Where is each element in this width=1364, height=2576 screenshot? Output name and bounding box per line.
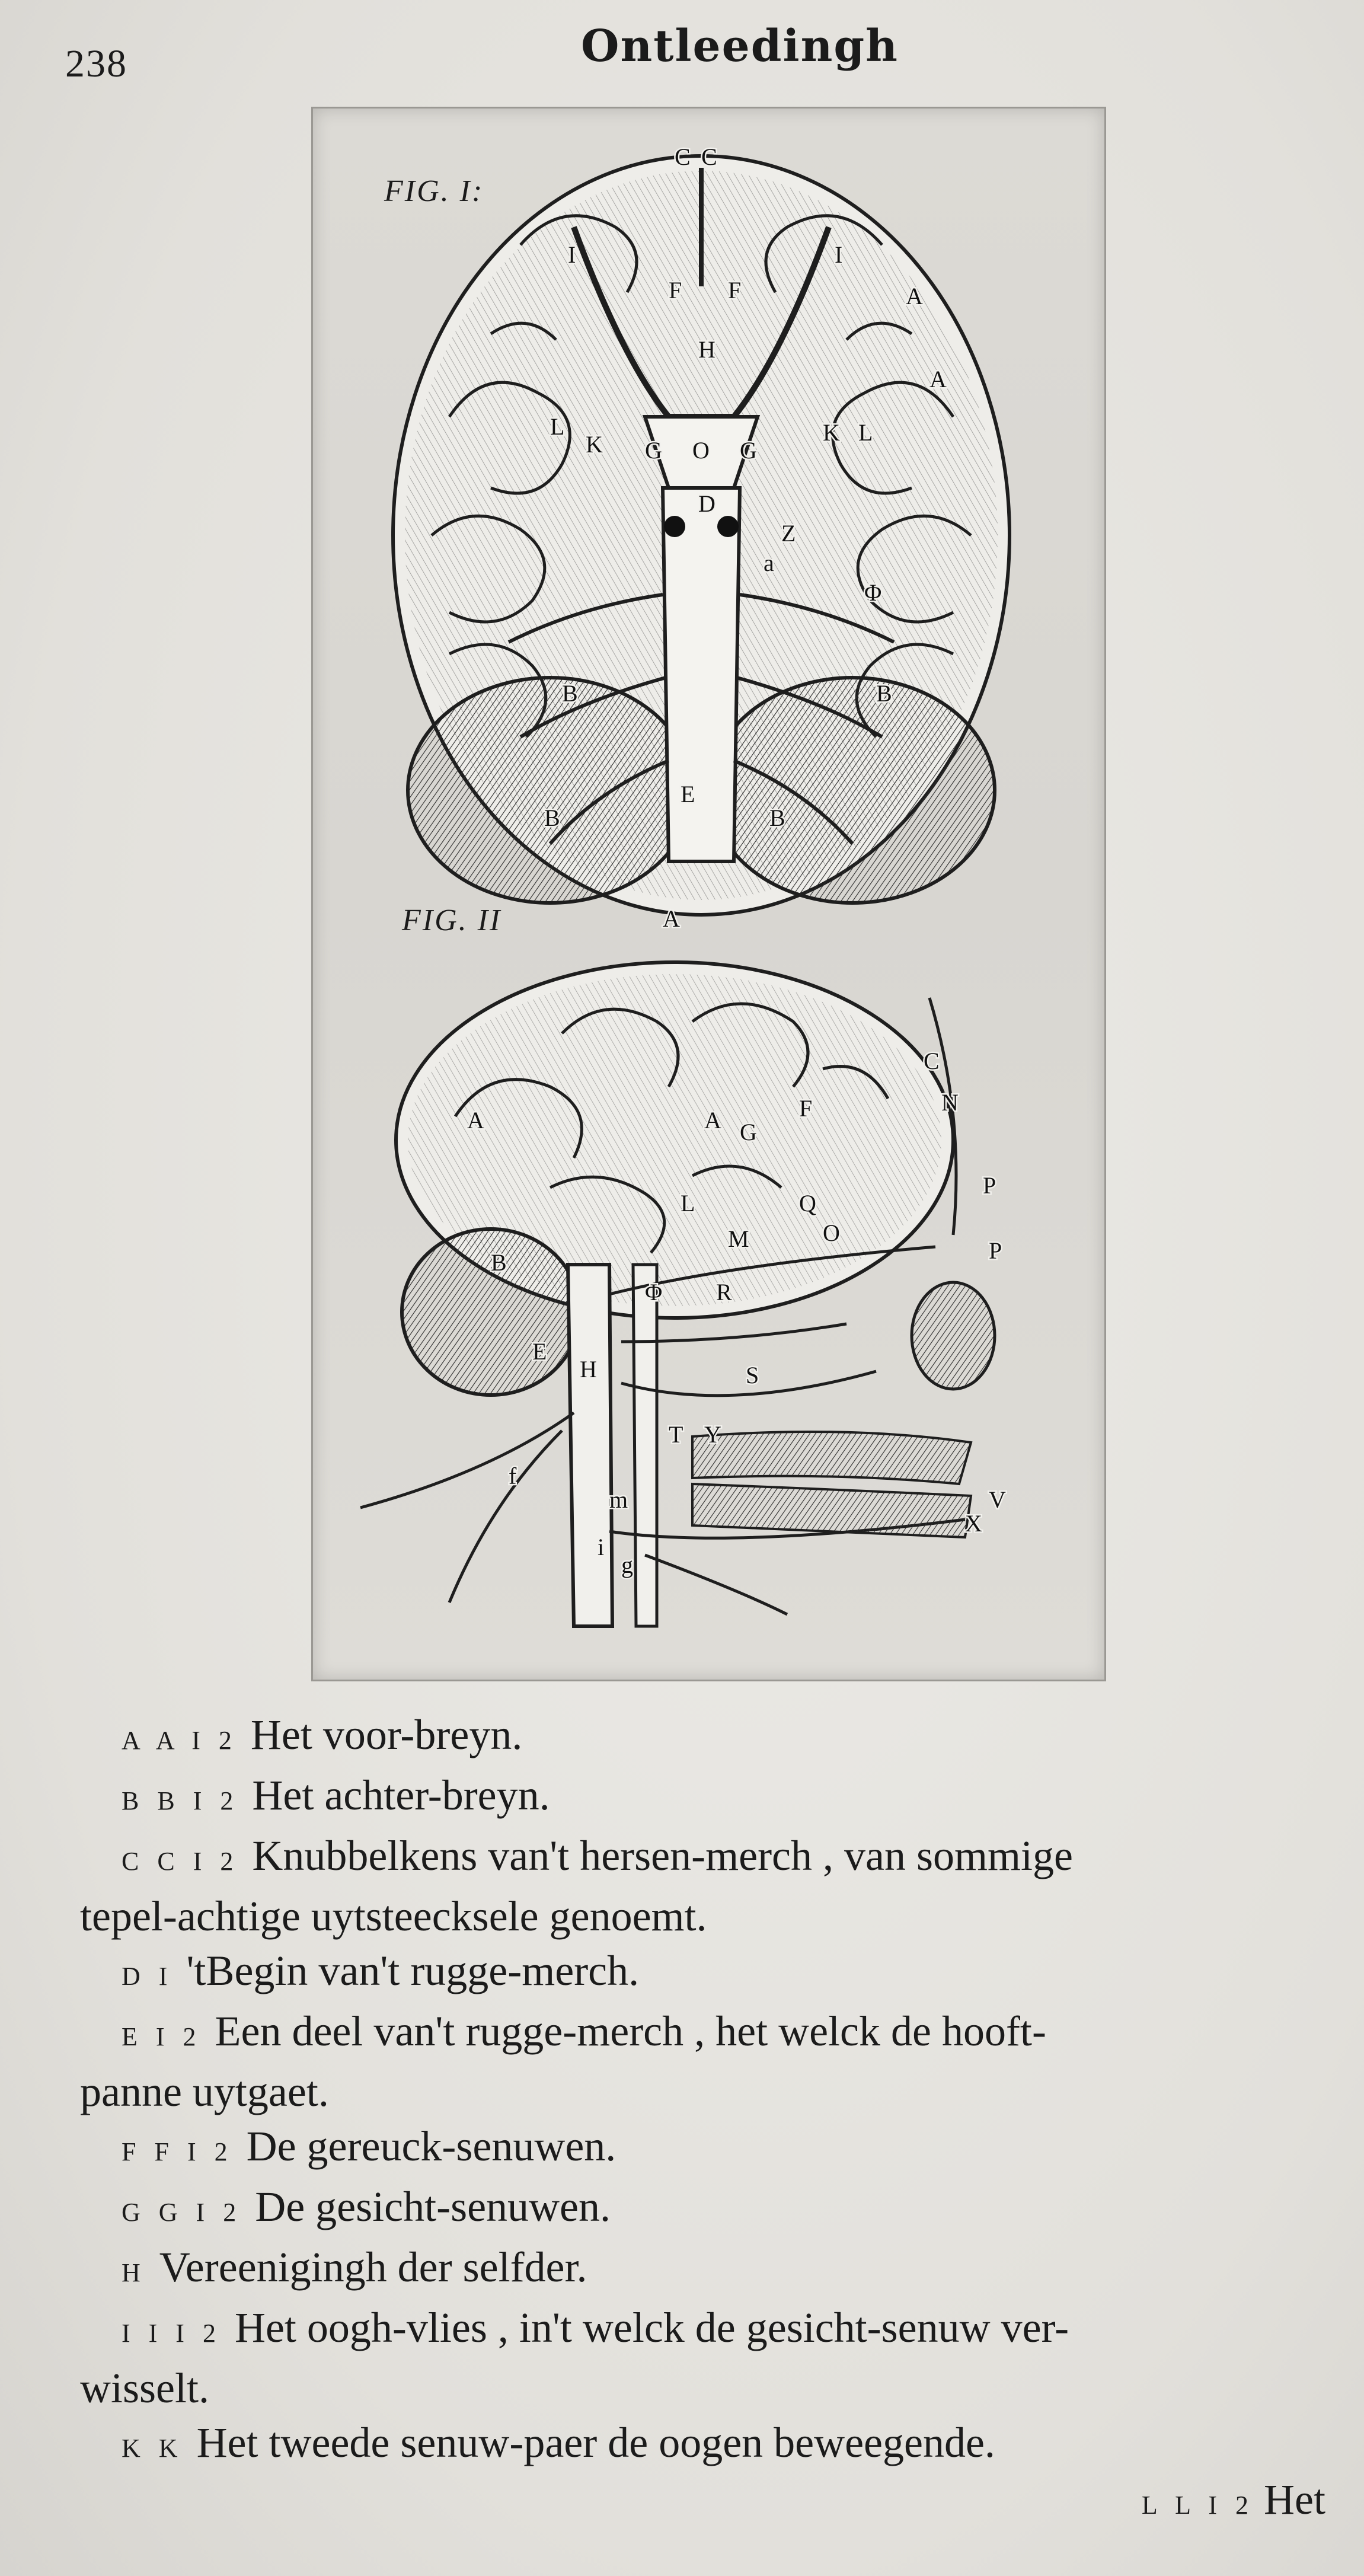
legend-key: F F I 2 <box>122 2137 234 2166</box>
figure-2-reference-letter: X <box>965 1510 982 1537</box>
legend-entry <box>80 1943 1325 2004</box>
legend-text: panne uytgaet. <box>80 2068 329 2115</box>
legend-entry-continuation <box>80 2361 1325 2415</box>
catchword-text: Het <box>1264 2476 1325 2523</box>
legend-text: Een deel van't rugge-merch , het welck de hooft- <box>215 2007 1046 2055</box>
figure-2-reference-letter: G <box>740 1119 757 1145</box>
legend-text: Vereenigingh der selfder. <box>159 2243 587 2291</box>
brain-engraving <box>313 108 1104 1680</box>
figure-2-reference-letter: g <box>621 1552 633 1578</box>
legend-key: D I <box>122 1962 174 1991</box>
figure-1-brain-base <box>393 156 1010 915</box>
figure-1-reference-letter: A <box>929 366 947 392</box>
figure-2-reference-letter: Y <box>704 1421 721 1448</box>
figure-1-reference-letter: O <box>692 437 710 464</box>
figure-2-brain-side <box>360 962 995 1626</box>
figure-1-label: FIG. I: <box>384 174 484 208</box>
figure-2-reference-letter: S <box>746 1362 759 1388</box>
legend-key: A A I 2 <box>122 1726 238 1755</box>
figure-1-reference-letter: Φ <box>864 579 882 606</box>
figure-1-reference-letter: E <box>681 781 695 807</box>
figure-2-reference-letter: T <box>669 1421 683 1448</box>
figure-2-reference-letter: i <box>598 1534 605 1560</box>
legend-key: I I I 2 <box>122 2319 222 2348</box>
figure-2-reference-letter: A <box>704 1107 721 1134</box>
figure-1-reference-letter: H <box>698 336 715 363</box>
figure-2-reference-letter: O <box>823 1220 840 1246</box>
legend-text: 'tBegin van't rugge-merch. <box>186 1947 640 1994</box>
figure-1-reference-letter: K <box>823 419 840 446</box>
legend-entry <box>80 2004 1325 2064</box>
legend-entry <box>80 2240 1325 2300</box>
figure-1-reference-letter: A <box>906 283 923 309</box>
legend-entry-continuation <box>80 1889 1325 1943</box>
figure-2-reference-letter: B <box>491 1249 507 1276</box>
figure-1-reference-letter: I <box>835 241 843 268</box>
figure-2-reference-letter: Φ <box>645 1279 663 1305</box>
figure-1-reference-letter: B <box>544 805 560 831</box>
figure-1-reference-letter: Z <box>781 520 796 547</box>
legend-key: C C I 2 <box>122 1847 239 1876</box>
figure-1-reference-letter: L <box>550 413 565 440</box>
figure-1-reference-letter: G <box>740 437 757 464</box>
figure-2-reference-letter: A <box>663 905 680 932</box>
figure-1-reference-letter: C <box>701 143 717 170</box>
figure-1-reference-letter: L <box>858 419 873 446</box>
figure-2-reference-letter: P <box>989 1237 1002 1264</box>
figure-2-reference-letter: C <box>924 1048 940 1074</box>
legend-entry-continuation <box>80 2064 1325 2119</box>
legend-text: wisselt. <box>80 2364 210 2412</box>
figure-1-reference-letter: C <box>675 143 691 170</box>
figure-2-reference-letter: L <box>681 1190 695 1217</box>
legend-entry <box>80 2119 1325 2179</box>
figure-1-reference-letter: I <box>568 241 576 268</box>
figure-2-reference-letter: f <box>509 1463 517 1489</box>
legend-text: De gesicht-senuwen. <box>255 2183 611 2230</box>
catchword-key: L L I 2 <box>1141 2491 1255 2520</box>
figure-1-reference-letter: D <box>698 490 715 517</box>
legend-key: B B I 2 <box>122 1786 239 1815</box>
figure-1-reference-letter: B <box>562 680 578 707</box>
figure-2-reference-letter: P <box>983 1172 996 1199</box>
figure-2-reference-letter: M <box>728 1225 749 1252</box>
figure-1-reference-letter: B <box>769 805 785 831</box>
legend-entry <box>80 2179 1325 2240</box>
figure-1-reference-letter: F <box>669 277 682 304</box>
legend-entry <box>80 1768 1325 1828</box>
legend-text: Het oogh-vlies , in't welck de gesicht-senuw ver- <box>234 2304 1069 2351</box>
figure-1-reference-letter: K <box>586 431 603 458</box>
figure-1-reference-letter: F <box>728 277 742 304</box>
legend-key: G G I 2 <box>122 2198 242 2227</box>
legend-text: Knubbelkens van't hersen-merch , van sommige <box>252 1832 1073 1879</box>
figure-2-reference-letter: R <box>716 1279 732 1305</box>
legend-text: Het tweede senuw-paer de oogen beweegende. <box>196 2419 995 2466</box>
figure-2-reference-letter: Q <box>799 1190 816 1217</box>
figure-2-reference-letter: E <box>532 1338 547 1365</box>
figure-2-reference-letter: V <box>989 1486 1006 1513</box>
figure-1-reference-letter: a <box>764 550 774 576</box>
legend-text: De gereuck-senuwen. <box>246 2122 616 2170</box>
figure-2-reference-letter: m <box>609 1486 628 1513</box>
figure-2-reference-letter: N <box>941 1089 959 1116</box>
legend-text: Het voor-breyn. <box>250 1711 523 1758</box>
legend-key: H <box>122 2258 146 2287</box>
legend-key: K K <box>122 2434 184 2463</box>
figure-2-label: FIG. II <box>402 904 502 937</box>
legend-entry <box>80 1828 1325 1889</box>
figure-1-reference-letter: G <box>645 437 662 464</box>
legend-entry <box>80 2415 1325 2476</box>
running-head: Ontleedingh <box>581 21 899 72</box>
figure-2-reference-letter: H <box>580 1356 597 1383</box>
page-number: 238 <box>65 42 127 85</box>
legend-key: E I 2 <box>122 2022 202 2051</box>
catchword <box>1142 2475 1325 2524</box>
figure-2-reference-letter: A <box>467 1107 484 1134</box>
legend-text: Het achter-breyn. <box>252 1771 550 1819</box>
legend-entry <box>80 2300 1325 2361</box>
legend-text <box>80 1707 1325 2476</box>
legend-entry <box>80 1707 1325 1768</box>
figure-2-reference-letter: F <box>799 1095 813 1122</box>
figure-1-reference-letter: B <box>876 680 892 707</box>
legend-text: tepel-achtige uytsteecksele genoemt. <box>80 1892 707 1940</box>
anatomical-plate <box>311 107 1106 1681</box>
